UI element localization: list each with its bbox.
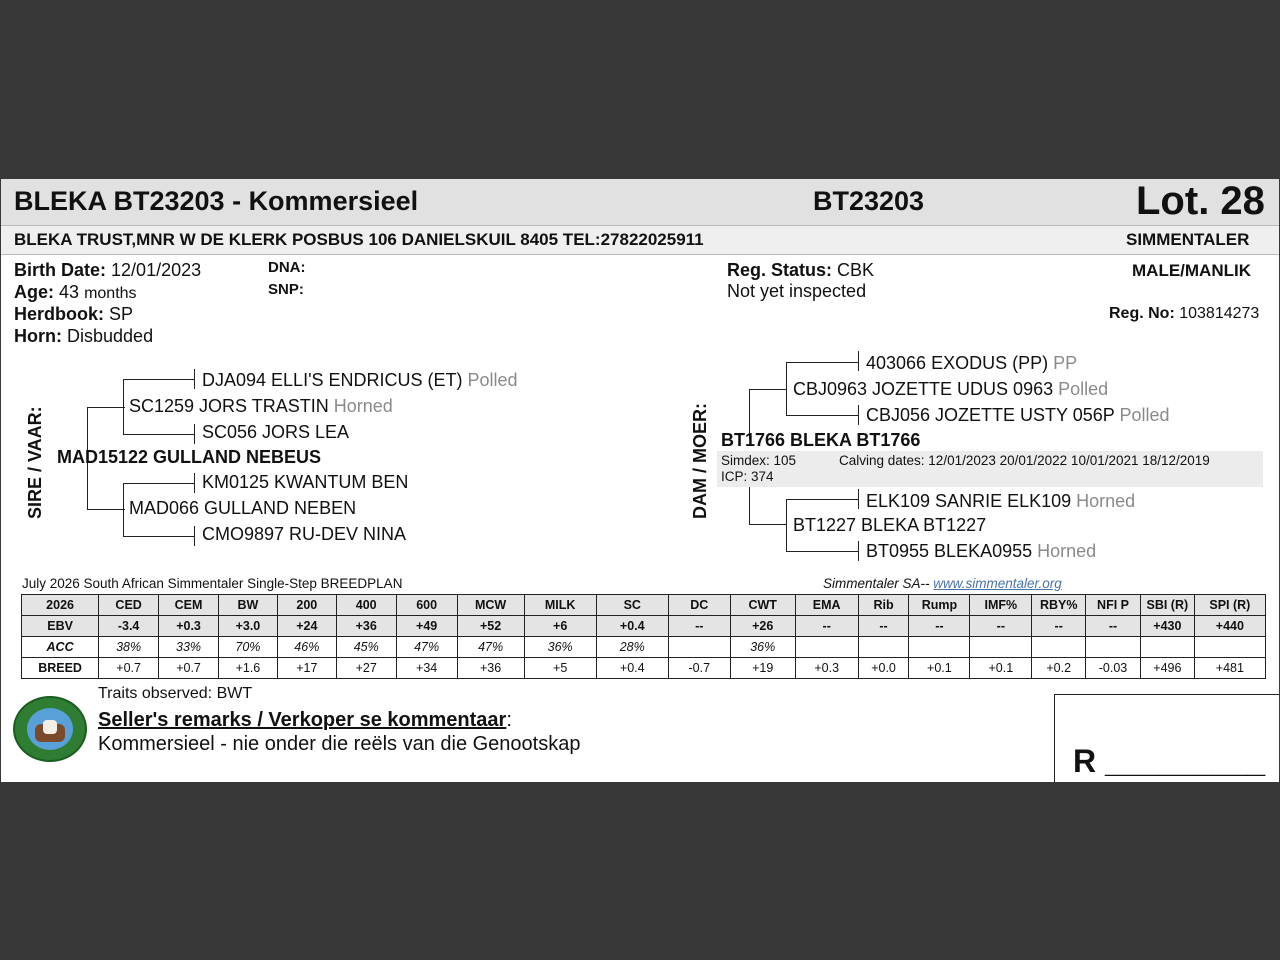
breed-avg-cell-5: +27 [336,658,396,679]
ebv-cell-8: +6 [524,616,596,637]
breed-name: SIMMENTALER [1126,230,1250,249]
lot-card [1,179,1279,782]
ebv-header-cell-11: CWT [730,595,795,616]
ddd-name: BT0955 BLEKA0955 [866,541,1033,561]
ebv-header-cell-18: SBI (R) [1140,595,1194,616]
sss-horn: Polled [467,370,518,390]
sd-name: MAD066 GULLAND NEBEN [129,498,357,518]
age-label: Age: [14,282,54,302]
traits-observed: Traits observed: BWT [98,685,253,702]
ebv-header-cell-17: NFI P [1086,595,1141,616]
dds-name: ELK109 SANRIE ELK109 [866,491,1072,511]
sdd-tick [194,526,195,546]
sds-name: KM0125 KWANTUM BEN [202,472,409,492]
lot-number: Lot. 28 [1136,179,1265,223]
dam-dam [793,515,986,536]
ebv-header-cell-4: 200 [277,595,336,616]
ebv-cell-2: +0.3 [159,616,219,637]
dd-bracket-bottom [786,551,859,552]
acc-cell-10 [668,637,730,658]
ds-horn: Polled [1058,379,1109,399]
breed-avg-cell-0: BREED [22,658,99,679]
breed-avg-cell-18: +496 [1140,658,1194,679]
herdbook [14,304,133,325]
sss-tick [194,369,195,389]
remarks-text: Kommersieel - nie onder die reëls van die Genootskap [98,733,581,755]
acc-row [22,637,1266,658]
acc-cell-18 [1140,637,1194,658]
ssd-name: SC056 JORS LEA [202,422,350,442]
breed-avg-cell-16: +0.2 [1032,658,1086,679]
inspection-status: Not yet inspected [727,281,867,301]
ebv-header-row [22,595,1266,616]
ebv-header-cell-10: DC [668,595,730,616]
breed-avg-cell-7: +36 [457,658,524,679]
sss-name: DJA094 ELLI'S ENDRICUS (ET) [202,370,463,390]
breed-avg-cell-13: +0.0 [858,658,909,679]
acc-cell-14 [909,637,970,658]
breed-avg-cell-9: +0.4 [596,658,668,679]
ebv-cell-0: EBV [22,616,99,637]
ebv-cell-19: +440 [1194,616,1265,637]
acc-cell-16 [1032,637,1086,658]
ebv-header-cell-8: MILK [524,595,596,616]
sire-sire-dam [202,422,349,443]
ebv-cell-6: +49 [396,616,457,637]
breed-avg-cell-2: +0.7 [159,658,219,679]
breed-avg-cell-10: -0.7 [668,658,730,679]
ebv-cell-13: -- [858,616,909,637]
dsd-name: CBJ056 JOZETTE USTY 056P [866,405,1115,425]
ds-bracket-top [786,362,859,363]
ss-name: SC1259 JORS TRASTIN [129,396,329,416]
acc-cell-5: 45% [336,637,396,658]
acc-cell-13 [858,637,909,658]
dam-dam-dam [866,541,1096,562]
breed-avg-cell-17: -0.03 [1086,658,1141,679]
ebv-cell-9: +0.4 [596,616,668,637]
ebv-header-cell-12: EMA [795,595,858,616]
acc-cell-17 [1086,637,1141,658]
price-box[interactable] [1054,694,1279,782]
breed-avg-cell-3: +1.6 [218,658,277,679]
ss-bracket [123,379,124,434]
remarks-heading [98,709,512,732]
dam-side-label: DAM / MOER: [690,403,710,519]
simmentaler-link[interactable]: www.simmentaler.org [933,576,1062,591]
ebv-header-cell-15: IMF% [970,595,1032,616]
sd-bracket-top [123,483,195,484]
acc-cell-3: 70% [218,637,277,658]
ds-bracket-bottom [786,415,859,416]
dam-calving-dates: Calving dates: 12/01/2023 20/01/2022 10/01/2021 18/12/2019 [839,453,1210,468]
price-line: R _________ [1073,743,1266,779]
ebv-table [21,594,1266,679]
reg-status [727,260,874,281]
sds-tick [194,473,195,493]
dds-tick [858,489,859,509]
owner-bar [1,226,1279,255]
sire-bracket-bottom [87,509,125,510]
ssd-tick [194,424,195,444]
dsd-tick [858,405,859,425]
sd-bracket-bottom [123,536,195,537]
breed-avg-row [22,658,1266,679]
dam-bracket-top [749,389,787,390]
age-unit: months [84,285,137,302]
ebv-header-cell-5: 400 [336,595,396,616]
breed-avg-cell-6: +34 [396,658,457,679]
dam-name: BT1766 BLEKA BT1766 [721,430,921,450]
breedplan-source [823,576,1062,591]
acc-cell-0: ACC [22,637,99,658]
breed-avg-cell-8: +5 [524,658,596,679]
reg-status-label: Reg. Status: [727,260,833,280]
reg-no-value: 103814273 [1179,305,1260,322]
animal-code: BT23203 [813,186,925,216]
birth-value: 12/01/2023 [111,260,202,280]
acc-cell-6: 47% [396,637,457,658]
sex: MALE/MANLIK [1132,261,1251,280]
ebv-cell-11: +26 [730,616,795,637]
animal-title: BLEKA BT23203 - Kommersieel [14,186,419,216]
dd-bracket-top [786,499,859,500]
ebv-cell-15: -- [970,616,1032,637]
acc-cell-12 [795,637,858,658]
dam-bracket-bottom [749,524,787,525]
sdd-name: CMO9897 RU-DEV NINA [202,524,407,544]
dna-label: DNA: [268,259,306,276]
breed-avg-cell-15: +0.1 [970,658,1032,679]
dam-sire-dam [866,405,1170,426]
ebv-cell-5: +36 [336,616,396,637]
ebv-cell-4: +24 [277,616,336,637]
ebv-header-cell-0: 2026 [22,595,99,616]
cow-face-icon [43,720,57,734]
title-bar [1,179,1279,226]
dsd-horn: Polled [1119,405,1170,425]
birth-date [14,260,201,281]
ebv-header-cell-16: RBY% [1032,595,1086,616]
snp-label: SNP: [268,281,304,298]
breed-avg-cell-11: +19 [730,658,795,679]
breed-avg-cell-4: +17 [277,658,336,679]
ebv-cell-12: -- [795,616,858,637]
ebv-header-cell-3: BW [218,595,277,616]
ds-name: CBJ0963 JOZETTE UDUS 0963 [793,379,1054,399]
ebv-cell-14: -- [909,616,970,637]
dam-dam-sire [866,491,1135,512]
breed-avg-cell-1: +0.7 [99,658,159,679]
dam-icp: ICP: 374 [721,469,774,484]
reg-status-value: CBK [837,260,875,280]
remarks-title: Seller's remarks / Verkoper se kommentaar [98,709,507,731]
ebv-cell-1: -3.4 [99,616,159,637]
owner-line: BLEKA TRUST,MNR W DE KLERK POSBUS 106 DANIELSKUIL 8405 TEL:27822025911 [14,230,704,249]
ebv-header-cell-19: SPI (R) [1194,595,1265,616]
acc-cell-8: 36% [524,637,596,658]
sire-name: MAD15122 GULLAND NEBEUS [57,447,322,467]
breed-avg-cell-14: +0.1 [909,658,970,679]
ss-bracket-bottom [123,434,195,435]
ebv-header-cell-7: MCW [457,595,524,616]
sire-sire-sire [202,370,518,391]
ebv-cell-7: +52 [457,616,524,637]
ebv-cell-18: +430 [1140,616,1194,637]
remarks-colon: : [506,709,512,731]
dds-horn: Horned [1076,491,1136,511]
sire-dam-sire [202,472,408,493]
ebv-header-cell-14: Rump [909,595,970,616]
ebv-header-cell-6: 600 [396,595,457,616]
acc-cell-19 [1194,637,1265,658]
acc-cell-11: 36% [730,637,795,658]
sire-dam-dam [202,524,406,545]
herdbook-value: SP [109,304,134,324]
ebv-row [22,616,1266,637]
acc-cell-4: 46% [277,637,336,658]
dam-simdex: Simdex: 105 [721,453,797,468]
sire-dam [129,498,356,519]
ebv-header-cell-13: Rib [858,595,909,616]
sd-bracket [123,483,124,536]
ss-horn: Horned [333,396,393,416]
dam-sire [793,379,1108,400]
horn-label: Horn: [14,326,62,346]
ss-bracket-top [123,379,195,380]
breed-avg-cell-12: +0.3 [795,658,858,679]
breedplan-caption: July 2026 South African Simmentaler Single-Step BREEDPLAN [22,576,403,591]
dss-horn: PP [1053,353,1078,373]
acc-cell-9: 28% [596,637,668,658]
breed-avg-cell-19: +481 [1194,658,1265,679]
ds-bracket [786,362,787,415]
sire-bracket-top [87,407,125,408]
ebv-cell-16: -- [1032,616,1086,637]
reg-no-label: Reg. No: [1109,305,1175,322]
acc-cell-7: 47% [457,637,524,658]
ebv-cell-17: -- [1086,616,1141,637]
ebv-cell-10: -- [668,616,730,637]
dd-bracket [786,499,787,551]
reg-no [1109,305,1259,323]
ddd-tick [858,541,859,561]
ebv-cell-3: +3.0 [218,616,277,637]
herdbook-label: Herdbook: [14,304,104,324]
birth-label: Birth Date: [14,260,107,280]
dam-sire-sire [866,353,1077,374]
source-text: Simmentaler SA-- [823,576,934,591]
dam-bracket-bottom-stem [749,484,750,524]
simmentaler-logo [13,696,87,762]
ebv-header-cell-1: CED [99,595,159,616]
ebv-header-cell-2: CEM [159,595,219,616]
dss-tick [858,351,859,371]
acc-cell-15 [970,637,1032,658]
acc-cell-2: 33% [159,637,219,658]
sire-sire [129,396,393,417]
age-value: 43 [59,282,80,302]
age [14,282,137,303]
dss-name: 403066 EXODUS (PP) [866,353,1049,373]
horn-value: Disbudded [67,326,154,346]
ddd-horn: Horned [1037,541,1097,561]
sire-side-label: SIRE / VAAR: [25,406,45,519]
ebv-header-cell-9: SC [596,595,668,616]
horn [14,326,153,347]
dd-name: BT1227 BLEKA BT1227 [793,515,987,535]
acc-cell-1: 38% [99,637,159,658]
